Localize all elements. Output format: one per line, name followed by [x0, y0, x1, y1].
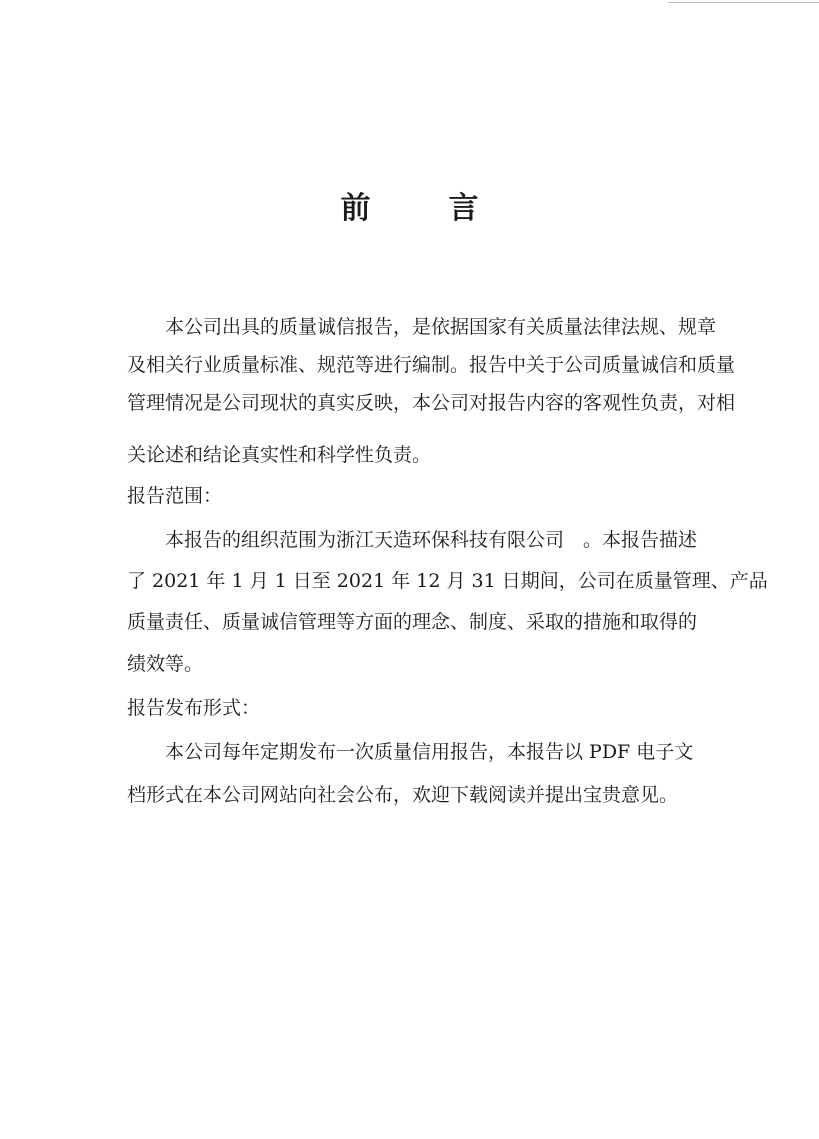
scope-line-1: 本报告的组织范围为浙江天造环保科技有限公司 。本报告描述: [127, 529, 698, 551]
intro-line-4: 关论述和结论真实性和科学性负责。: [127, 444, 432, 466]
format-line-1: 本公司每年定期发布一次质量信用报告，本报告以 PDF 电子文: [127, 741, 694, 763]
scope-heading: 报告范围：: [127, 485, 223, 507]
intro-line-1: 本公司出具的质量诚信报告，是依据国家有关质量法律法规、规章: [127, 316, 717, 338]
scope-line-2: 了 2021 年 1 月 1 日至 2021 年 12 月 31 日期间，公司在质量管理、产品: [127, 570, 768, 592]
intro-line-2: 及相关行业质量标准、规范等进行编制。报告中关于公司质量诚信和质量: [127, 354, 736, 376]
scope-line-4: 绩效等。: [127, 653, 204, 675]
format-line-2: 档形式在本公司网站向社会公布，欢迎下载阅读并提出宝贵意见。: [127, 784, 679, 806]
intro-line-3: 管理情况是公司现状的真实反映，本公司对报告内容的客观性负责，对相: [127, 392, 736, 414]
format-heading: 报告发布形式：: [127, 697, 261, 719]
scope-line-3: 质量责任、质量诚信管理等方面的理念、制度、采取的措施和取得的: [127, 611, 698, 633]
scan-edge-mark: [668, 2, 819, 3]
page-title: 前 言: [340, 191, 503, 226]
